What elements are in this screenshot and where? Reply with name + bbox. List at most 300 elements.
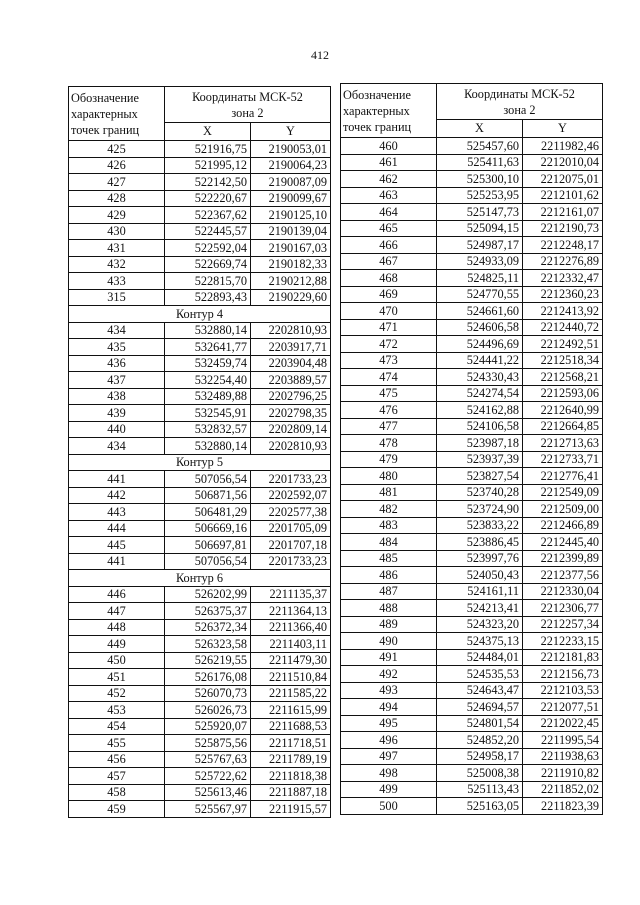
- y-coordinate-cell: 2211910,82: [523, 765, 603, 782]
- point-number-cell: 487: [341, 583, 437, 600]
- table-row: [69, 388, 331, 405]
- y-coordinate-cell: 2212549,09: [523, 484, 603, 501]
- table-row: [69, 273, 331, 290]
- table-row: [69, 784, 331, 801]
- x-coordinate-cell: 525411,63: [437, 154, 523, 171]
- table-row: [341, 220, 603, 237]
- table-body-left: [69, 141, 331, 818]
- table-row: [69, 504, 331, 521]
- table-row: [69, 372, 331, 389]
- x-coordinate-cell: 506669,16: [165, 520, 251, 537]
- y-coordinate-cell: 2212332,47: [523, 270, 603, 287]
- y-coordinate-cell: 2190182,33: [251, 256, 331, 273]
- point-number-cell: 481: [341, 484, 437, 501]
- y-coordinate-cell: 2212306,77: [523, 600, 603, 617]
- y-coordinate-cell: 2212466,89: [523, 517, 603, 534]
- point-number-cell: 463: [341, 187, 437, 204]
- point-number-cell: 460: [341, 138, 437, 155]
- point-number-cell: 493: [341, 682, 437, 699]
- x-coordinate-cell: 525767,63: [165, 751, 251, 768]
- x-coordinate-cell: 526070,73: [165, 685, 251, 702]
- table-row: [69, 718, 331, 735]
- point-number-cell: 431: [69, 240, 165, 257]
- y-coordinate-cell: 2211938,63: [523, 748, 603, 765]
- table-row: [69, 405, 331, 422]
- x-coordinate-cell: 525300,10: [437, 171, 523, 188]
- point-number-cell: 475: [341, 385, 437, 402]
- point-number-cell: 456: [69, 751, 165, 768]
- x-coordinate-cell: 524661,60: [437, 303, 523, 320]
- y-coordinate-cell: 2212713,63: [523, 435, 603, 452]
- y-coordinate-cell: 2212640,99: [523, 402, 603, 419]
- y-coordinate-cell: 2212010,04: [523, 154, 603, 171]
- y-coordinate-cell: 2212776,41: [523, 468, 603, 485]
- x-coordinate-cell: 524274,54: [437, 385, 523, 402]
- x-coordinate-cell: 523724,90: [437, 501, 523, 518]
- contour-label: Контур 5: [69, 454, 331, 471]
- y-coordinate-cell: 2202577,38: [251, 504, 331, 521]
- point-number-cell: 465: [341, 220, 437, 237]
- point-number-cell: 497: [341, 748, 437, 765]
- table-row: [69, 174, 331, 191]
- point-number-cell: 436: [69, 355, 165, 372]
- x-coordinate-cell: 522220,67: [165, 190, 251, 207]
- y-coordinate-cell: 2212509,00: [523, 501, 603, 518]
- y-coordinate-cell: 2212190,73: [523, 220, 603, 237]
- point-label-header: Обозначение характерных точек границ: [341, 84, 437, 138]
- table-row: [341, 600, 603, 617]
- y-coordinate-cell: 2201707,18: [251, 537, 331, 554]
- table-row: [69, 438, 331, 455]
- y-coordinate-cell: 2211688,53: [251, 718, 331, 735]
- x-coordinate-cell: 526202,99: [165, 586, 251, 603]
- contour-row: [69, 306, 331, 323]
- point-number-cell: 315: [69, 289, 165, 306]
- y-coordinate-cell: 2190064,23: [251, 157, 331, 174]
- x-coordinate-cell: 524987,17: [437, 237, 523, 254]
- table-row: [69, 339, 331, 356]
- point-number-cell: 482: [341, 501, 437, 518]
- x-coordinate-cell: 526372,34: [165, 619, 251, 636]
- table-row: [341, 451, 603, 468]
- point-number-cell: 428: [69, 190, 165, 207]
- point-number-cell: 450: [69, 652, 165, 669]
- coordinates-header: Координаты МСК-52 зона 2: [437, 84, 603, 120]
- point-number-cell: 457: [69, 768, 165, 785]
- y-coordinate-cell: 2211887,18: [251, 784, 331, 801]
- x-coordinate-cell: 526176,08: [165, 669, 251, 686]
- x-coordinate-cell: 532459,74: [165, 355, 251, 372]
- table-row: [341, 270, 603, 287]
- table-row: [69, 256, 331, 273]
- table-row: [341, 171, 603, 188]
- table-row: [341, 616, 603, 633]
- contour-label: Контур 4: [69, 306, 331, 323]
- x-coordinate-cell: 525875,56: [165, 735, 251, 752]
- x-coordinate-cell: 525094,15: [437, 220, 523, 237]
- y-coordinate-cell: 2211789,19: [251, 751, 331, 768]
- y-coordinate-cell: 2190099,67: [251, 190, 331, 207]
- table-row: [69, 553, 331, 570]
- x-coordinate-cell: 525163,05: [437, 798, 523, 815]
- point-number-cell: 449: [69, 636, 165, 653]
- x-coordinate-cell: 524770,55: [437, 286, 523, 303]
- x-coordinate-cell: 522893,43: [165, 289, 251, 306]
- x-coordinate-cell: 526323,58: [165, 636, 251, 653]
- y-coordinate-cell: 2202809,14: [251, 421, 331, 438]
- y-coordinate-cell: 2211510,84: [251, 669, 331, 686]
- x-coordinate-cell: 524958,17: [437, 748, 523, 765]
- x-coordinate-cell: 532880,14: [165, 438, 251, 455]
- y-coordinate-cell: 2212022,45: [523, 715, 603, 732]
- table-row: [341, 765, 603, 782]
- x-coordinate-cell: 532489,88: [165, 388, 251, 405]
- x-coordinate-cell: 506697,81: [165, 537, 251, 554]
- table-row: [69, 586, 331, 603]
- x-coordinate-cell: 524694,57: [437, 699, 523, 716]
- point-number-cell: 461: [341, 154, 437, 171]
- table-row: [341, 501, 603, 518]
- table-row: [69, 801, 331, 818]
- y-coordinate-cell: 2212733,71: [523, 451, 603, 468]
- y-coordinate-cell: 2203917,71: [251, 339, 331, 356]
- point-number-cell: 462: [341, 171, 437, 188]
- x-coordinate-cell: 524825,11: [437, 270, 523, 287]
- table-row: [341, 385, 603, 402]
- y-coordinate-cell: 2212492,51: [523, 336, 603, 353]
- table-row: [341, 237, 603, 254]
- x-coordinate-cell: 521916,75: [165, 141, 251, 158]
- point-number-cell: 489: [341, 616, 437, 633]
- point-number-cell: 433: [69, 273, 165, 290]
- x-coordinate-cell: 522142,50: [165, 174, 251, 191]
- table-row: [341, 319, 603, 336]
- point-number-cell: 496: [341, 732, 437, 749]
- table-row: [69, 685, 331, 702]
- x-coordinate-cell: 525113,43: [437, 781, 523, 798]
- y-coordinate-cell: 2212518,34: [523, 352, 603, 369]
- point-number-cell: 454: [69, 718, 165, 735]
- point-number-cell: 478: [341, 435, 437, 452]
- table-row: [69, 702, 331, 719]
- table-row: [341, 138, 603, 155]
- table-row: [69, 768, 331, 785]
- point-number-cell: 492: [341, 666, 437, 683]
- y-coordinate-cell: 2211982,46: [523, 138, 603, 155]
- table-row: [341, 286, 603, 303]
- point-number-cell: 440: [69, 421, 165, 438]
- table-row: [341, 649, 603, 666]
- y-coordinate-cell: 2203889,57: [251, 372, 331, 389]
- table-row: [341, 732, 603, 749]
- table-row: [341, 682, 603, 699]
- point-number-cell: 445: [69, 537, 165, 554]
- x-coordinate-cell: 523937,39: [437, 451, 523, 468]
- point-number-cell: 434: [69, 322, 165, 339]
- y-coordinate-cell: 2211718,51: [251, 735, 331, 752]
- x-coordinate-cell: 524606,58: [437, 319, 523, 336]
- point-number-cell: 455: [69, 735, 165, 752]
- y-coordinate-cell: 2211366,40: [251, 619, 331, 636]
- point-number-cell: 480: [341, 468, 437, 485]
- point-number-cell: 444: [69, 520, 165, 537]
- table-row: [69, 487, 331, 504]
- point-number-cell: 491: [341, 649, 437, 666]
- x-coordinate-cell: 524933,09: [437, 253, 523, 270]
- point-number-cell: 458: [69, 784, 165, 801]
- table-row: [341, 583, 603, 600]
- table-row: [341, 187, 603, 204]
- table-row: [341, 550, 603, 567]
- point-number-cell: 471: [341, 319, 437, 336]
- table-row: [69, 520, 331, 537]
- x-coordinate-cell: 532880,14: [165, 322, 251, 339]
- y-coordinate-cell: 2201733,23: [251, 553, 331, 570]
- x-coordinate-cell: 523987,18: [437, 435, 523, 452]
- coordinates-table-left: [68, 86, 331, 818]
- table-row: [341, 402, 603, 419]
- y-coordinate-cell: 2211479,30: [251, 652, 331, 669]
- coordinates-header: Координаты МСК-52 зона 2: [165, 87, 331, 123]
- x-coordinate-cell: 522669,74: [165, 256, 251, 273]
- point-number-cell: 438: [69, 388, 165, 405]
- y-coordinate-cell: 2212077,51: [523, 699, 603, 716]
- table-row: [341, 154, 603, 171]
- table-row: [69, 471, 331, 488]
- point-number-cell: 430: [69, 223, 165, 240]
- y-coordinate-cell: 2212413,92: [523, 303, 603, 320]
- table-row: [341, 418, 603, 435]
- point-number-cell: 500: [341, 798, 437, 815]
- point-number-cell: 469: [341, 286, 437, 303]
- point-number-cell: 468: [341, 270, 437, 287]
- x-coordinate-cell: 524050,43: [437, 567, 523, 584]
- point-number-cell: 490: [341, 633, 437, 650]
- point-number-cell: 494: [341, 699, 437, 716]
- x-coordinate-cell: 521995,12: [165, 157, 251, 174]
- point-number-cell: 464: [341, 204, 437, 221]
- y-header: Y: [251, 123, 331, 141]
- y-coordinate-cell: 2190229,60: [251, 289, 331, 306]
- y-coordinate-cell: 2202798,35: [251, 405, 331, 422]
- x-coordinate-cell: 506481,29: [165, 504, 251, 521]
- table-row: [69, 223, 331, 240]
- page-number: 412: [311, 48, 329, 62]
- y-coordinate-cell: 2212181,83: [523, 649, 603, 666]
- table-body-right: [341, 138, 603, 815]
- point-number-cell: 439: [69, 405, 165, 422]
- point-number-cell: 443: [69, 504, 165, 521]
- x-coordinate-cell: 524375,13: [437, 633, 523, 650]
- y-coordinate-cell: 2212103,53: [523, 682, 603, 699]
- y-coordinate-cell: 2212377,56: [523, 567, 603, 584]
- x-coordinate-cell: 522592,04: [165, 240, 251, 257]
- y-coordinate-cell: 2211995,54: [523, 732, 603, 749]
- y-coordinate-cell: 2212445,40: [523, 534, 603, 551]
- point-number-cell: 447: [69, 603, 165, 620]
- y-coordinate-cell: 2212593,06: [523, 385, 603, 402]
- y-coordinate-cell: 2212276,89: [523, 253, 603, 270]
- x-coordinate-cell: 524801,54: [437, 715, 523, 732]
- x-coordinate-cell: 522367,62: [165, 207, 251, 224]
- point-number-cell: 429: [69, 207, 165, 224]
- point-number-cell: 426: [69, 157, 165, 174]
- point-number-cell: 495: [341, 715, 437, 732]
- point-number-cell: 437: [69, 372, 165, 389]
- table-row: [69, 157, 331, 174]
- y-coordinate-cell: 2212233,15: [523, 633, 603, 650]
- point-number-cell: 479: [341, 451, 437, 468]
- point-number-cell: 459: [69, 801, 165, 818]
- y-coordinate-cell: 2212101,62: [523, 187, 603, 204]
- table-row: [69, 207, 331, 224]
- y-coordinate-cell: 2212156,73: [523, 666, 603, 683]
- y-coordinate-cell: 2190212,88: [251, 273, 331, 290]
- y-coordinate-cell: 2212440,72: [523, 319, 603, 336]
- x-header: X: [165, 123, 251, 141]
- x-coordinate-cell: 525147,73: [437, 204, 523, 221]
- x-coordinate-cell: 524535,53: [437, 666, 523, 683]
- y-coordinate-cell: 2212399,89: [523, 550, 603, 567]
- x-coordinate-cell: 525722,62: [165, 768, 251, 785]
- table-row: [341, 204, 603, 221]
- y-coordinate-cell: 2212075,01: [523, 171, 603, 188]
- x-coordinate-cell: 507056,54: [165, 471, 251, 488]
- x-coordinate-cell: 523833,22: [437, 517, 523, 534]
- table-row: [69, 421, 331, 438]
- point-number-cell: 451: [69, 669, 165, 686]
- y-coordinate-cell: 2212664,85: [523, 418, 603, 435]
- x-coordinate-cell: 525253,95: [437, 187, 523, 204]
- x-coordinate-cell: 524161,11: [437, 583, 523, 600]
- y-coordinate-cell: 2211823,39: [523, 798, 603, 815]
- table-row: [69, 636, 331, 653]
- point-number-cell: 427: [69, 174, 165, 191]
- x-coordinate-cell: 523740,28: [437, 484, 523, 501]
- point-number-cell: 446: [69, 586, 165, 603]
- y-coordinate-cell: 2212161,07: [523, 204, 603, 221]
- table-row: [341, 715, 603, 732]
- x-coordinate-cell: 524643,47: [437, 682, 523, 699]
- point-number-cell: 453: [69, 702, 165, 719]
- table-row: [341, 369, 603, 386]
- x-coordinate-cell: 525567,97: [165, 801, 251, 818]
- x-coordinate-cell: 532832,57: [165, 421, 251, 438]
- point-number-cell: 442: [69, 487, 165, 504]
- table-row: [341, 484, 603, 501]
- x-coordinate-cell: 526026,73: [165, 702, 251, 719]
- x-coordinate-cell: 523886,45: [437, 534, 523, 551]
- point-number-cell: 486: [341, 567, 437, 584]
- point-number-cell: 435: [69, 339, 165, 356]
- y-coordinate-cell: 2212568,21: [523, 369, 603, 386]
- coordinates-table-right: [340, 83, 603, 815]
- point-number-cell: 467: [341, 253, 437, 270]
- x-coordinate-cell: 506871,56: [165, 487, 251, 504]
- table-row: [341, 253, 603, 270]
- y-coordinate-cell: 2202810,93: [251, 438, 331, 455]
- table-row: [341, 748, 603, 765]
- contour-row: [69, 454, 331, 471]
- table-row: [341, 633, 603, 650]
- x-coordinate-cell: 525920,07: [165, 718, 251, 735]
- table-row: [341, 798, 603, 815]
- table-row: [341, 666, 603, 683]
- table-row: [69, 751, 331, 768]
- table-row: [341, 534, 603, 551]
- table-row: [69, 190, 331, 207]
- y-coordinate-cell: 2212248,17: [523, 237, 603, 254]
- x-coordinate-cell: 524213,41: [437, 600, 523, 617]
- x-coordinate-cell: 525008,38: [437, 765, 523, 782]
- point-number-cell: 485: [341, 550, 437, 567]
- point-number-cell: 452: [69, 685, 165, 702]
- table-row: [69, 355, 331, 372]
- point-number-cell: 434: [69, 438, 165, 455]
- y-coordinate-cell: 2190125,10: [251, 207, 331, 224]
- x-coordinate-cell: 524441,22: [437, 352, 523, 369]
- point-number-cell: 473: [341, 352, 437, 369]
- y-coordinate-cell: 2201733,23: [251, 471, 331, 488]
- y-coordinate-cell: 2202810,93: [251, 322, 331, 339]
- y-coordinate-cell: 2211585,22: [251, 685, 331, 702]
- x-coordinate-cell: 524496,69: [437, 336, 523, 353]
- point-number-cell: 472: [341, 336, 437, 353]
- table-row: [69, 289, 331, 306]
- point-number-cell: 466: [341, 237, 437, 254]
- table-row: [341, 517, 603, 534]
- y-coordinate-cell: 2211364,13: [251, 603, 331, 620]
- point-number-cell: 484: [341, 534, 437, 551]
- table-row: [69, 735, 331, 752]
- table-row: [341, 435, 603, 452]
- x-coordinate-cell: 524323,20: [437, 616, 523, 633]
- x-coordinate-cell: 524852,20: [437, 732, 523, 749]
- x-coordinate-cell: 526375,37: [165, 603, 251, 620]
- x-coordinate-cell: 524106,58: [437, 418, 523, 435]
- x-coordinate-cell: 522445,57: [165, 223, 251, 240]
- point-number-cell: 441: [69, 553, 165, 570]
- point-number-cell: 499: [341, 781, 437, 798]
- point-number-cell: 483: [341, 517, 437, 534]
- y-coordinate-cell: 2212360,23: [523, 286, 603, 303]
- point-number-cell: 476: [341, 402, 437, 419]
- point-number-cell: 474: [341, 369, 437, 386]
- x-coordinate-cell: 532254,40: [165, 372, 251, 389]
- y-coordinate-cell: 2203904,48: [251, 355, 331, 372]
- table-row: [341, 468, 603, 485]
- x-coordinate-cell: 525457,60: [437, 138, 523, 155]
- y-coordinate-cell: 2190087,09: [251, 174, 331, 191]
- table-row: [69, 652, 331, 669]
- point-number-cell: 441: [69, 471, 165, 488]
- x-coordinate-cell: 524484,01: [437, 649, 523, 666]
- x-coordinate-cell: 524330,43: [437, 369, 523, 386]
- y-coordinate-cell: 2211915,57: [251, 801, 331, 818]
- point-number-cell: 432: [69, 256, 165, 273]
- x-header: X: [437, 120, 523, 138]
- y-coordinate-cell: 2190167,03: [251, 240, 331, 257]
- y-coordinate-cell: 2211403,11: [251, 636, 331, 653]
- x-coordinate-cell: 526219,55: [165, 652, 251, 669]
- point-number-cell: 488: [341, 600, 437, 617]
- table-row: [69, 619, 331, 636]
- x-coordinate-cell: 507056,54: [165, 553, 251, 570]
- table-row: [341, 352, 603, 369]
- y-coordinate-cell: 2202796,25: [251, 388, 331, 405]
- y-header: Y: [523, 120, 603, 138]
- x-coordinate-cell: 522815,70: [165, 273, 251, 290]
